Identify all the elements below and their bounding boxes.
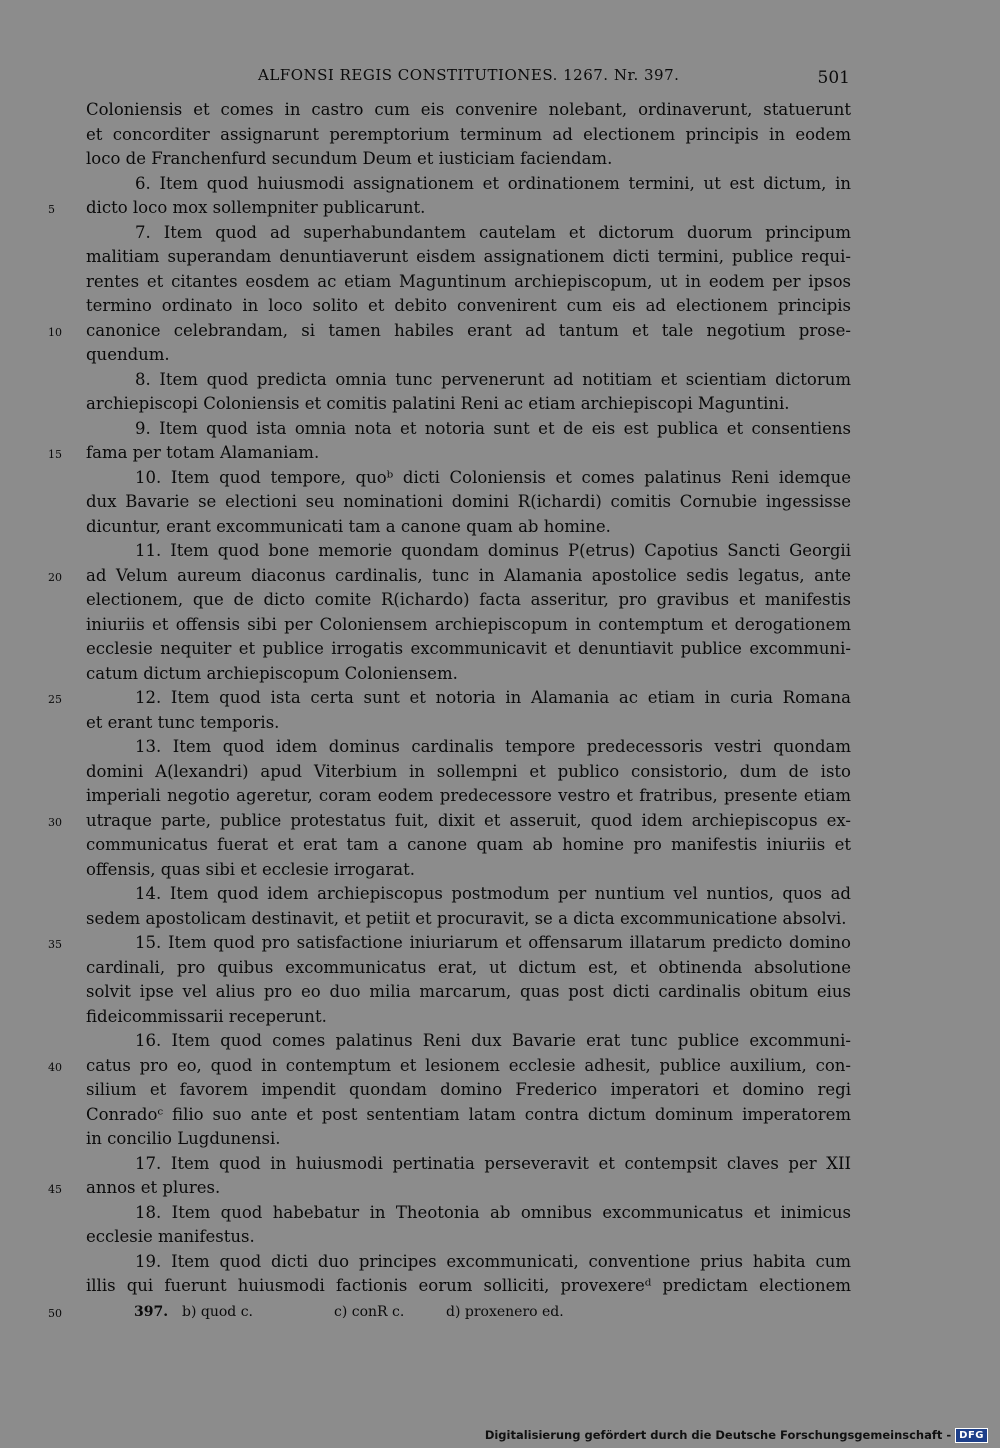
text-line [86, 1127, 851, 1152]
text-line [86, 417, 851, 442]
line-text: domini A(lexandri) apud Viterbium in sollempni et publico consistorio, dum de isto [86, 761, 851, 781]
line-text: archiepiscopi Coloniensis et comitis palatini Reni ac etiam archiepiscopi Maguntini. [86, 394, 790, 413]
text-line [86, 882, 851, 907]
text-line [86, 833, 851, 858]
line-text: 19. Item quod dicti duo principes excommunicati, conventione prius habita cum [135, 1251, 851, 1271]
line-text: 10. Item quod tempore, quoᵇ dicti Coloniensis et comes palatinus Reni idemque [135, 467, 851, 487]
text-line [86, 1152, 851, 1177]
text-line [86, 1029, 851, 1054]
line-text: 12. Item quod ista certa sunt et notoria in Alamania ac etiam in curia Romana [135, 688, 851, 707]
text-line [48, 809, 851, 834]
text-line [48, 1054, 851, 1079]
text-line [48, 564, 851, 589]
body-text [48, 98, 851, 1299]
text-line [48, 319, 851, 344]
text-line [86, 1103, 851, 1128]
line-text: dicuntur, erant excommunicati tam a canone quam ab homine. [86, 516, 611, 536]
line-text: fama per totam Alamaniam. [86, 443, 320, 462]
text-line [86, 368, 851, 393]
footnote-b: b) quod c. [182, 1304, 253, 1320]
footnote-line-number: 50 [48, 1307, 62, 1320]
line-text: 16. Item quod comes palatinus Reni dux Bavarie erat tunc publice excommuni- [135, 1031, 851, 1050]
line-text: 13. Item quod idem dominus cardinalis tempore predecessoris vestri quondam [135, 737, 851, 756]
line-text: iniuriis et offensis sibi per Coloniensem archiepiscopum in contemptum et derogationem [86, 614, 851, 634]
text-line [86, 515, 851, 540]
line-text: ad Velum aureum diaconus cardinalis, tunc in Alamania apostolice sedis legatus, ante [86, 565, 851, 585]
line-text: 6. Item quod huiusmodi assignationem et ordinationem termini, ut est dictum, in [135, 173, 851, 193]
line-text: 15. Item quod pro satisfactione iniuriarum et offensarum illatarum predicto domino [135, 933, 851, 952]
footnote-c: c) conR c. [334, 1304, 405, 1320]
text-line [86, 466, 851, 491]
text-line [86, 760, 851, 785]
line-text: communicatus fuerat et erat tam a canone quam ab homine pro manifestis iniuriis et [86, 835, 851, 854]
line-text: solvit ipse vel alius pro eo duo milia marcarum, quas post dicti cardinalis obitum eius [86, 982, 851, 1001]
line-number: 30 [48, 815, 62, 829]
line-text: fideicommissarii receperunt. [86, 1006, 327, 1026]
line-text: canonice celebrandam, si tamen habiles erant ad tantum et tale negotium prose- [86, 320, 851, 340]
text-line [86, 172, 851, 197]
line-text: Conradoᶜ filio suo ante et post sententiam latam contra dictum dominum imperatorem [86, 1104, 851, 1124]
text-line [86, 392, 851, 417]
text-line [86, 711, 851, 736]
line-text: utraque parte, publice protestatus fuit, dixit et asseruit, quod idem archiepiscopus ex- [86, 810, 851, 830]
text-line [86, 1274, 851, 1299]
text-line [86, 956, 851, 981]
text-line [86, 1250, 851, 1275]
line-text: cardinali, pro quibus excommunicatus erat, ut dictum est, et obtinenda absolutione [86, 957, 851, 977]
footer-bar [485, 1426, 988, 1444]
text-line [86, 1078, 851, 1103]
text-line [86, 123, 851, 148]
text-line [86, 147, 851, 172]
line-text: loco de Franchenfurd secundum Deum et iusticiam faciendam. [86, 149, 613, 168]
line-text: sedem apostolicam destinavit, et petiit et procuravit, se a dicta excommunicatione absolvi. [86, 908, 847, 928]
text-line [48, 441, 851, 466]
text-line [48, 196, 851, 221]
running-head: ALFONSI REGIS CONSTITUTIONES. 1267. Nr. 397. [258, 66, 680, 84]
line-text: 9. Item quod ista omnia nota et notoria sunt et de eis est publica et consentiens [135, 418, 851, 438]
line-number: 20 [48, 570, 62, 584]
line-text: ecclesie manifestus. [86, 1227, 255, 1246]
line-text: ecclesie nequiter et publice irrogatis excommunicavit et denuntiavit publice excommuni- [86, 639, 851, 658]
text-line [86, 270, 851, 295]
line-text: et erant tunc temporis. [86, 712, 280, 732]
footnote-d: d) proxenero ed. [446, 1304, 564, 1320]
line-number: 5 [48, 203, 55, 216]
text-line [86, 1225, 851, 1250]
line-text: et concorditer assignarunt peremptorium terminum ad electionem principis in eodem [86, 124, 851, 144]
text-line [86, 613, 851, 638]
text-line [86, 1201, 851, 1226]
line-text: offensis, quas sibi et ecclesie irrogarat. [86, 859, 415, 879]
line-text: 7. Item quod ad superhabundantem cautelam et dictorum duorum principum [135, 222, 851, 242]
text-line [86, 539, 851, 564]
line-text: 18. Item quod habebatur in Theotonia ab omnibus excommunicatus et inimicus [135, 1202, 851, 1222]
text-line [86, 980, 851, 1005]
text-line [86, 1005, 851, 1030]
footnote-document-number: 397. [134, 1304, 169, 1320]
line-number: 35 [48, 938, 62, 951]
line-text: catum dictum archiepiscopum Coloniensem. [86, 663, 458, 683]
footer-text: Digitalisierung gefördert durch die Deutsche Forschungsgemeinschaft - [484, 1428, 952, 1442]
line-text: illis qui fuerunt huiusmodi factionis eorum solliciti, provexereᵈ predictam electionem [86, 1276, 851, 1295]
line-text: in concilio Lugdunensi. [86, 1129, 281, 1148]
text-line [86, 858, 851, 883]
line-text: 14. Item quod idem archiepiscopus postmodum per nuntium vel nuntios, quos ad [135, 884, 851, 903]
text-line [86, 343, 851, 368]
line-text: annos et plures. [86, 1178, 221, 1197]
page-number: 501 [817, 68, 850, 88]
line-text: 17. Item quod in huiusmodi pertinatia perseveravit et contempsit claves per XII [135, 1153, 851, 1173]
line-text: imperiali negotio ageretur, coram eodem predecessore vestro et fratribus, presente etiam [86, 786, 851, 805]
line-number: 10 [48, 325, 62, 339]
text-line [86, 98, 851, 123]
text-line [86, 221, 851, 246]
text-line [86, 588, 851, 613]
line-text: dicto loco mox sollempniter publicarunt. [86, 198, 426, 217]
line-text: malitiam superandam denuntiaverunt eisdem assignationem dicti termini, publice requi- [86, 247, 851, 266]
text-line [86, 662, 851, 687]
line-text: termino ordinato in loco solito et debito convenirent cum eis ad electionem principis [86, 296, 851, 315]
text-line [48, 931, 851, 956]
text-line [86, 637, 851, 662]
line-text: dux Bavarie se electioni seu nominationi domini R(ichardi) comitis Cornubie ingessisse [86, 492, 851, 511]
line-text: Coloniensis et comes in castro cum eis convenire nolebant, ordinaverunt, statuerunt [86, 100, 851, 119]
text-line [86, 907, 851, 932]
line-text: quendum. [86, 345, 170, 364]
line-number: 40 [48, 1060, 62, 1074]
text-line [86, 490, 851, 515]
text-line [86, 735, 851, 760]
line-text: 11. Item quod bone memorie quondam dominus P(etrus) Capotius Sancti Georgii [135, 541, 851, 560]
text-line [86, 294, 851, 319]
line-number: 45 [48, 1183, 62, 1196]
line-text: catus pro eo, quod in contemptum et lesionem ecclesie adhesit, publice auxilium, con- [86, 1055, 851, 1075]
dfg-logo: DFG [955, 1428, 988, 1443]
line-text: electionem, que de dicto comite R(ichardo) facta asseritur, pro gravibus et manifestis [86, 590, 851, 609]
line-text: 8. Item quod predicta omnia tunc pervenerunt ad notitiam et scientiam dictorum [135, 369, 851, 389]
line-text: silium et favorem impendit quondam domino Frederico imperatori et domino regi [86, 1080, 851, 1099]
text-line [86, 245, 851, 270]
text-line [48, 1176, 851, 1201]
line-text: rentes et citantes eosdem ac etiam Maguntinum archiepiscopum, ut in eodem per ipsos [86, 271, 851, 291]
line-number: 25 [48, 693, 62, 706]
text-line [86, 784, 851, 809]
line-number: 15 [48, 448, 62, 461]
text-line [48, 686, 851, 711]
